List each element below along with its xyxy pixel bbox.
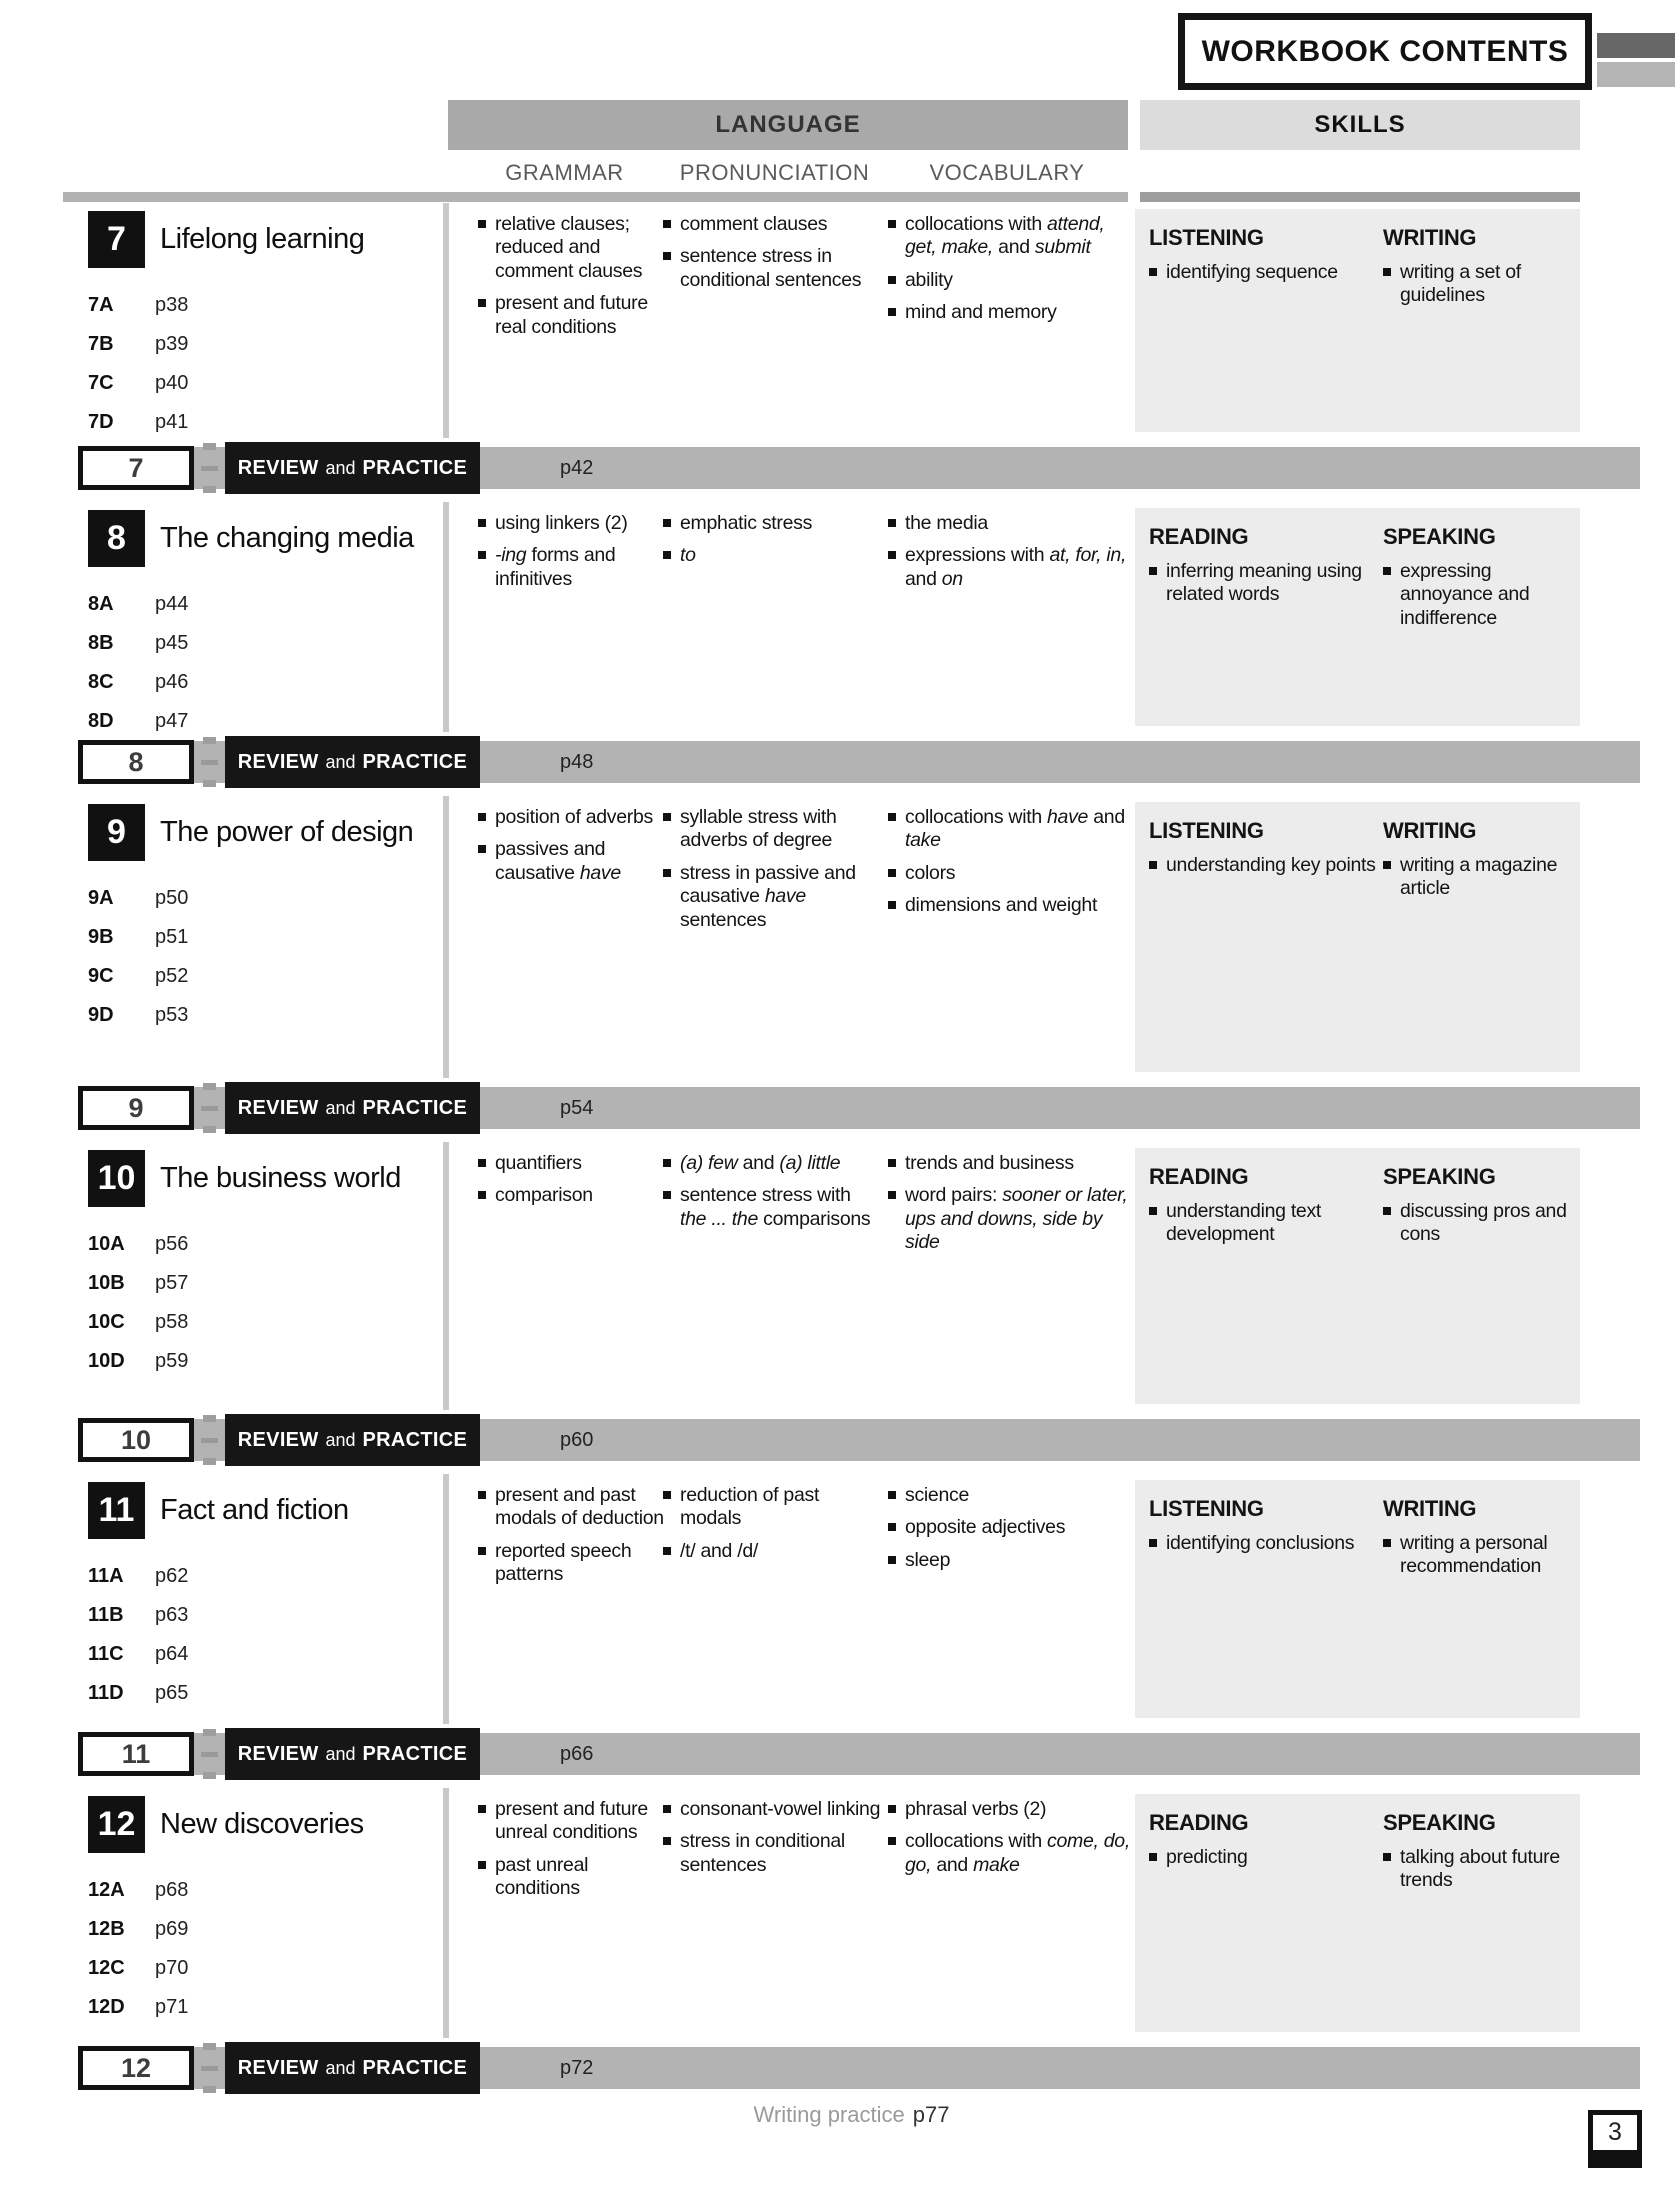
lesson-page: p58: [155, 1311, 189, 1333]
skill-column: [1383, 1810, 1580, 2032]
and-word: and: [325, 751, 356, 772]
column-divider: [443, 796, 449, 1078]
unit-header: [88, 1796, 438, 1853]
skill-items: [1149, 261, 1383, 284]
review-practice-label: [225, 736, 480, 788]
grammar-item: relative clauses; reduced and comment clauses: [478, 213, 670, 283]
lesson-row: [88, 585, 438, 624]
grammar-item: comparison: [478, 1184, 670, 1207]
skill-items: [1149, 560, 1383, 607]
pronunciation-item: emphatic stress: [663, 512, 881, 535]
lesson-code: 7C: [88, 372, 114, 394]
skill-item: expressing annoyance and indifference: [1383, 560, 1580, 630]
review-practice-label: [225, 1414, 480, 1466]
grammar-item: using linkers (2): [478, 512, 670, 535]
lesson-row: [88, 1635, 438, 1674]
skill-column: [1149, 1164, 1383, 1404]
lesson-code: 11A: [88, 1565, 124, 1587]
review-unit-number: 7: [78, 446, 194, 490]
vocabulary-item: mind and memory: [888, 301, 1130, 324]
lesson-code: 8D: [88, 710, 114, 732]
col-pron-list: [663, 512, 881, 577]
page-number: 3: [1588, 2110, 1642, 2168]
unit-number: 12: [88, 1796, 145, 1853]
lesson-page: p38: [155, 294, 189, 316]
lesson-row: [88, 1674, 438, 1713]
col-grammar-list: [478, 1798, 670, 1910]
skill-column: [1149, 225, 1383, 432]
unit-number: 10: [88, 1150, 145, 1207]
skill-items: [1383, 854, 1580, 901]
lesson-code: 9C: [88, 965, 114, 987]
review-connector: [197, 1728, 223, 1780]
review-page-number: p60: [560, 1428, 594, 1451]
lesson-code: 11B: [88, 1604, 124, 1626]
lesson-page: p46: [155, 671, 189, 693]
unit-section: [0, 796, 1675, 1078]
skill-column: [1383, 225, 1580, 432]
unit-section: [0, 502, 1675, 732]
pronunciation-item: /t/ and /d/: [663, 1540, 881, 1563]
and-word: and: [325, 1743, 356, 1764]
lesson-row: [88, 1303, 438, 1342]
review-page-number: p48: [560, 750, 594, 773]
skill-heading: LISTENING: [1149, 818, 1264, 843]
vocabulary-item: phrasal verbs (2): [888, 1798, 1130, 1821]
lesson-page: p52: [155, 965, 189, 987]
lesson-row: [88, 996, 438, 1035]
review-word: REVIEW: [237, 456, 319, 479]
grammar-item: reported speech patterns: [478, 1540, 670, 1587]
lesson-code: 7B: [88, 333, 114, 355]
skill-items: [1383, 1846, 1580, 1893]
lesson-row: [88, 1871, 438, 1910]
unit-title: Lifelong learning: [160, 222, 365, 255]
vocabulary-item: collocations with come, do, go, and make: [888, 1830, 1130, 1877]
lesson-page: p50: [155, 887, 189, 909]
review-word: REVIEW: [237, 2056, 319, 2079]
review-practice-label: [225, 2042, 480, 2094]
lesson-code: 10D: [88, 1350, 125, 1372]
skill-heading: READING: [1149, 1810, 1249, 1835]
lesson-code: 11C: [88, 1643, 124, 1665]
skill-column: [1383, 818, 1580, 1072]
review-unit-number: 10: [78, 1418, 194, 1462]
lesson-row: [88, 1557, 438, 1596]
lesson-page: p47: [155, 710, 189, 732]
review-word: REVIEW: [237, 750, 319, 773]
skill-item: writing a magazine article: [1383, 854, 1580, 901]
skill-heading: SPEAKING: [1383, 1164, 1496, 1189]
vocabulary-item: word pairs: sooner or later, ups and downs, side by side: [888, 1184, 1130, 1254]
review-row: [0, 736, 1675, 788]
col-vocab-list: [888, 213, 1130, 334]
vocabulary-item: expressions with at, for, in, and on: [888, 544, 1130, 591]
lesson-page: p62: [155, 1565, 189, 1587]
lesson-list: [88, 286, 438, 442]
practice-word: PRACTICE: [362, 1428, 468, 1451]
col-pron-list: [663, 806, 881, 941]
review-connector: [197, 442, 223, 494]
review-practice-label: [225, 1728, 480, 1780]
lesson-list: [88, 585, 438, 741]
writing-practice-label: Writing practice: [753, 2102, 905, 2127]
edge-tab-light: [1597, 62, 1675, 87]
lesson-code: 9B: [88, 926, 114, 948]
lesson-page: p40: [155, 372, 189, 394]
vocabulary-item: trends and business: [888, 1152, 1130, 1175]
lesson-page: p69: [155, 1918, 189, 1940]
grammar-column-label: GRAMMAR: [505, 160, 624, 185]
lesson-page: p71: [155, 1996, 189, 2018]
col-pron-list: [663, 1152, 881, 1240]
lesson-code: 12C: [88, 1957, 125, 1979]
skill-heading: READING: [1149, 524, 1249, 549]
lesson-code: 12D: [88, 1996, 125, 2018]
column-divider: [443, 1474, 449, 1724]
col-pron-list: [663, 213, 881, 301]
skill-items: [1383, 261, 1580, 308]
review-word: REVIEW: [237, 1428, 319, 1451]
column-divider: [443, 1142, 449, 1410]
review-unit-number: 11: [78, 1732, 194, 1776]
skill-heading: SPEAKING: [1383, 524, 1496, 549]
lesson-list: [88, 1557, 438, 1713]
skill-item: writing a personal recommendation: [1383, 1532, 1580, 1579]
skill-items: [1383, 560, 1580, 630]
practice-word: PRACTICE: [362, 750, 468, 773]
lesson-code: 12A: [88, 1879, 125, 1901]
review-practice-label: [225, 442, 480, 494]
grammar-item: past unreal conditions: [478, 1854, 670, 1901]
lesson-code: 10A: [88, 1233, 125, 1255]
lesson-row: [88, 1949, 438, 1988]
vocabulary-item: sleep: [888, 1549, 1130, 1572]
review-row: [0, 1082, 1675, 1134]
pronunciation-item: syllable stress with adverbs of degree: [663, 806, 881, 853]
review-row: [0, 442, 1675, 494]
skill-item: predicting: [1149, 1846, 1383, 1869]
header-rule-left: [63, 192, 1128, 202]
skill-heading: WRITING: [1383, 225, 1477, 250]
vocabulary-column-label: VOCABULARY: [929, 160, 1085, 185]
skill-items: [1383, 1200, 1580, 1247]
unit-left-column: [88, 1796, 438, 2027]
lesson-row: [88, 1264, 438, 1303]
practice-word: PRACTICE: [362, 456, 468, 479]
unit-section: [0, 1142, 1675, 1410]
lesson-page: p56: [155, 1233, 189, 1255]
lesson-page: p70: [155, 1957, 189, 1979]
pronunciation-item: sentence stress with the ... the comparisons: [663, 1184, 881, 1231]
skill-column: [1149, 1810, 1383, 2032]
lesson-page: p65: [155, 1682, 189, 1704]
lesson-page: p63: [155, 1604, 189, 1626]
skill-item: understanding text development: [1149, 1200, 1383, 1247]
column-divider: [443, 1788, 449, 2038]
pronunciation-item: sentence stress in conditional sentences: [663, 245, 881, 292]
review-row: [0, 1414, 1675, 1466]
page-title: WORKBOOK CONTENTS: [1178, 13, 1592, 90]
skill-column: [1383, 1164, 1580, 1404]
review-connector: [197, 2042, 223, 2094]
and-word: and: [325, 457, 356, 478]
skill-heading: WRITING: [1383, 1496, 1477, 1521]
col-pron-list: [663, 1798, 881, 1886]
lesson-page: p51: [155, 926, 189, 948]
skill-heading: WRITING: [1383, 818, 1477, 843]
lesson-row: [88, 1342, 438, 1381]
skills-panel: [1135, 1794, 1580, 2032]
col-grammar-list: [478, 806, 670, 894]
col-grammar-list: [478, 1152, 670, 1217]
unit-section: [0, 1474, 1675, 1724]
skill-heading: READING: [1149, 1164, 1249, 1189]
review-practice-label: [225, 1082, 480, 1134]
lesson-code: 8C: [88, 671, 114, 693]
review-row: [0, 1728, 1675, 1780]
grammar-item: -ing forms and infinitives: [478, 544, 670, 591]
review-page-number: p54: [560, 1096, 594, 1119]
lesson-row: [88, 663, 438, 702]
skill-heading: SPEAKING: [1383, 1810, 1496, 1835]
lesson-row: [88, 1596, 438, 1635]
col-grammar-list: [478, 512, 670, 600]
unit-header: [88, 211, 438, 268]
review-unit-number: 9: [78, 1086, 194, 1130]
col-grammar-list: [478, 1484, 670, 1596]
unit-title: The business world: [160, 1161, 401, 1194]
review-connector: [197, 1082, 223, 1134]
skills-header: SKILLS: [1140, 100, 1580, 150]
lesson-row: [88, 879, 438, 918]
col-vocab-list: [888, 1484, 1130, 1581]
lesson-page: p53: [155, 1004, 189, 1026]
lesson-row: [88, 1225, 438, 1264]
lesson-list: [88, 1225, 438, 1381]
unit-left-column: [88, 211, 438, 442]
unit-left-column: [88, 1482, 438, 1713]
lesson-page: p39: [155, 333, 189, 355]
grammar-item: position of adverbs: [478, 806, 670, 829]
unit-title: The power of design: [160, 815, 414, 848]
pronunciation-item: comment clauses: [663, 213, 881, 236]
lesson-row: [88, 364, 438, 403]
skill-column: [1149, 524, 1383, 726]
review-page-number: p66: [560, 1742, 594, 1765]
unit-left-column: [88, 1150, 438, 1381]
lesson-row: [88, 1910, 438, 1949]
skill-heading: LISTENING: [1149, 225, 1264, 250]
lesson-page: p44: [155, 593, 189, 615]
skill-column: [1383, 1496, 1580, 1718]
pronunciation-item: reduction of past modals: [663, 1484, 881, 1531]
vocabulary-item: the media: [888, 512, 1130, 535]
skill-item: writing a set of guidelines: [1383, 261, 1580, 308]
lesson-row: [88, 624, 438, 663]
review-connector: [197, 736, 223, 788]
lesson-row: [88, 325, 438, 364]
lesson-code: 10C: [88, 1311, 125, 1333]
skill-heading: LISTENING: [1149, 1496, 1264, 1521]
unit-title: New discoveries: [160, 1807, 364, 1840]
lesson-page: p64: [155, 1643, 189, 1665]
unit-number: 11: [88, 1482, 145, 1539]
col-vocab-list: [888, 1798, 1130, 1886]
review-row: [0, 2042, 1675, 2094]
lesson-row: [88, 1988, 438, 2027]
grammar-item: passives and causative have: [478, 838, 670, 885]
unit-left-column: [88, 804, 438, 1035]
language-header: LANGUAGE: [448, 100, 1128, 150]
skills-panel: [1135, 209, 1580, 432]
lesson-code: 10B: [88, 1272, 125, 1294]
lesson-page: p68: [155, 1879, 189, 1901]
review-connector: [197, 1414, 223, 1466]
unit-header: [88, 510, 438, 567]
skill-item: identifying conclusions: [1149, 1532, 1383, 1555]
grammar-item: present and future real conditions: [478, 292, 670, 339]
footer-note: [63, 2102, 1640, 2128]
review-page-number: p72: [560, 2056, 594, 2079]
grammar-item: present and future unreal conditions: [478, 1798, 670, 1845]
unit-number: 7: [88, 211, 145, 268]
lesson-code: 7D: [88, 411, 114, 433]
skill-item: talking about future trends: [1383, 1846, 1580, 1893]
pronunciation-column-label: PRONUNCIATION: [679, 160, 870, 185]
skill-items: [1149, 1846, 1383, 1869]
unit-title: Fact and fiction: [160, 1493, 349, 1526]
review-page-number: p42: [560, 456, 594, 479]
edge-tab-dark: [1597, 33, 1675, 58]
and-word: and: [325, 1429, 356, 1450]
lesson-list: [88, 879, 438, 1035]
skill-column: [1149, 1496, 1383, 1718]
practice-word: PRACTICE: [362, 1742, 468, 1765]
pronunciation-item: consonant-vowel linking: [663, 1798, 881, 1821]
unit-section: [0, 203, 1675, 438]
skills-panel: [1135, 1480, 1580, 1718]
lesson-page: p45: [155, 632, 189, 654]
skill-items: [1383, 1532, 1580, 1579]
vocabulary-item: opposite adjectives: [888, 1516, 1130, 1539]
skill-items: [1149, 854, 1383, 877]
and-word: and: [325, 2057, 356, 2078]
lesson-row: [88, 286, 438, 325]
unit-header: [88, 1150, 438, 1207]
review-word: REVIEW: [237, 1096, 319, 1119]
col-vocab-list: [888, 806, 1130, 927]
pronunciation-item: stress in conditional sentences: [663, 1830, 881, 1877]
skill-item: understanding key points: [1149, 854, 1383, 877]
skills-panel: [1135, 1148, 1580, 1404]
lesson-row: [88, 957, 438, 996]
skill-item: inferring meaning using related words: [1149, 560, 1383, 607]
and-word: and: [325, 1097, 356, 1118]
lesson-code: 8B: [88, 632, 114, 654]
vocabulary-item: ability: [888, 269, 1130, 292]
unit-left-column: [88, 510, 438, 741]
vocabulary-item: collocations with have and take: [888, 806, 1130, 853]
practice-word: PRACTICE: [362, 2056, 468, 2079]
lesson-code: 11D: [88, 1682, 124, 1704]
unit-header: [88, 804, 438, 861]
skill-items: [1149, 1532, 1383, 1555]
skill-column: [1149, 818, 1383, 1072]
col-vocab-list: [888, 1152, 1130, 1264]
unit-header: [88, 1482, 438, 1539]
header-rule-right: [1140, 192, 1580, 202]
units-container: [0, 203, 1675, 2102]
skill-item: identifying sequence: [1149, 261, 1383, 284]
skills-panel: [1135, 508, 1580, 726]
unit-section: [0, 1788, 1675, 2038]
lesson-code: 8A: [88, 593, 114, 615]
col-grammar-list: [478, 213, 670, 348]
column-divider: [443, 203, 449, 438]
unit-number: 8: [88, 510, 145, 567]
vocabulary-item: science: [888, 1484, 1130, 1507]
skill-items: [1149, 1200, 1383, 1247]
skill-item: discussing pros and cons: [1383, 1200, 1580, 1247]
grammar-item: quantifiers: [478, 1152, 670, 1175]
column-divider: [443, 502, 449, 732]
grammar-item: present and past modals of deduction: [478, 1484, 670, 1531]
unit-number: 9: [88, 804, 145, 861]
pronunciation-item: to: [663, 544, 881, 567]
lesson-code: 7A: [88, 294, 114, 316]
skill-column: [1383, 524, 1580, 726]
skills-panel: [1135, 802, 1580, 1072]
review-unit-number: 12: [78, 2046, 194, 2090]
pronunciation-item: (a) few and (a) little: [663, 1152, 881, 1175]
lesson-row: [88, 918, 438, 957]
review-word: REVIEW: [237, 1742, 319, 1765]
lesson-code: 9D: [88, 1004, 114, 1026]
vocabulary-item: colors: [888, 862, 1130, 885]
col-vocab-list: [888, 512, 1130, 600]
lesson-row: [88, 403, 438, 442]
lesson-page: p59: [155, 1350, 189, 1372]
col-pron-list: [663, 1484, 881, 1572]
lesson-list: [88, 1871, 438, 2027]
lesson-code: 9A: [88, 887, 114, 909]
vocabulary-item: dimensions and weight: [888, 894, 1130, 917]
unit-title: The changing media: [160, 521, 414, 554]
review-unit-number: 8: [78, 740, 194, 784]
practice-word: PRACTICE: [362, 1096, 468, 1119]
lesson-code: 12B: [88, 1918, 125, 1940]
pronunciation-item: stress in passive and causative have sentences: [663, 862, 881, 932]
lesson-page: p57: [155, 1272, 189, 1294]
vocabulary-item: collocations with attend, get, make, and submit: [888, 213, 1130, 260]
writing-practice-page: p77: [912, 2102, 950, 2127]
lesson-page: p41: [155, 411, 189, 433]
